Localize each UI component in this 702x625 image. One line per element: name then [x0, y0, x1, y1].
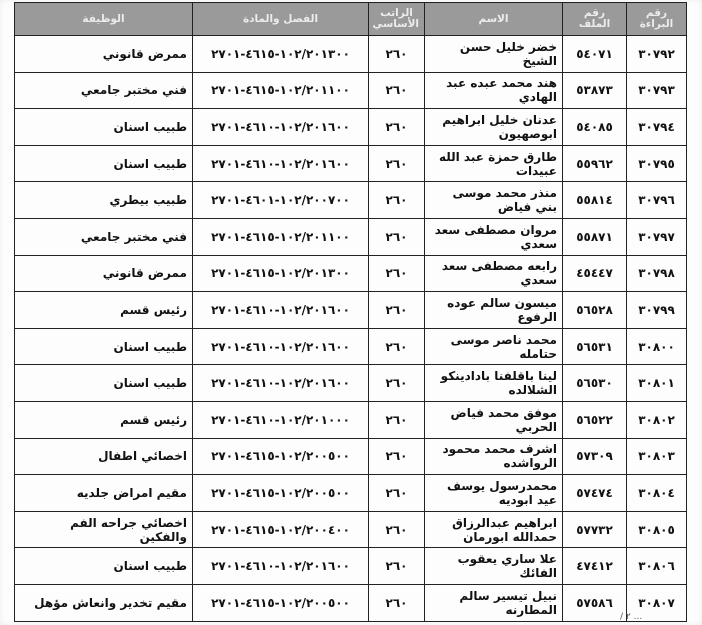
cell-doc-no: ٣٠٧٩٤	[627, 109, 687, 146]
cell-classification: ١٠٢/٢٠٠٤٠٠-٤٦١٥-٢٧٠١	[193, 511, 369, 548]
cell-name: لينا باقلفنا بادادينكو الشلالده	[425, 365, 563, 402]
header-file-no: رقم الملف	[563, 3, 627, 36]
header-row	[15, 3, 687, 36]
cell-basic-grade: ٢٦٠	[369, 182, 425, 219]
cell-job: فني مختبر جامعي	[15, 72, 193, 109]
cell-file-no: ٥٧٣٠٩	[563, 438, 627, 475]
cell-classification: ١٠٢/٢٠١٣٠٠-٤٦١٥-٢٧٠١	[193, 255, 369, 292]
cell-doc-no: ٣٠٨٠١	[627, 365, 687, 402]
cell-name: مروان مصطفى سعد سعدي	[425, 218, 563, 255]
header-basic-grade: الراتب الأساسي	[369, 3, 425, 36]
cell-job: رئيس قسم	[15, 401, 193, 438]
cell-file-no: ٥٦٥٣١	[563, 328, 627, 365]
cell-doc-no: ٣٠٨٠٠	[627, 328, 687, 365]
cell-classification: ١٠٢/٢٠١٣٠٠-٤٦١٥-٢٧٠١	[193, 36, 369, 73]
table-row	[15, 36, 687, 73]
cell-basic-grade: ٢٦٠	[369, 218, 425, 255]
cell-file-no: ٥٧٤٧٤	[563, 475, 627, 512]
cell-classification: ١٠٢/٢٠١٦٠٠-٤٦١٠-٢٧٠١	[193, 328, 369, 365]
page-continuation-mark: / ٢ ...	[620, 612, 643, 622]
cell-name: علا ساري يعقوب الفائك	[425, 548, 563, 585]
cell-file-no: ٥٥٩٦٢	[563, 145, 627, 182]
cell-name: ميسون سالم عوده الرفوع	[425, 292, 563, 329]
cell-name: رابعه مصطفى سعد سعدي	[425, 255, 563, 292]
cell-basic-grade: ٢٦٠	[369, 548, 425, 585]
table-row	[15, 438, 687, 475]
cell-name: اشرف محمد محمود الرواشده	[425, 438, 563, 475]
cell-classification: ١٠٢/٢٠١٦٠٠-٤٦١٠-٢٧٠١	[193, 109, 369, 146]
cell-file-no: ٤٧٤١٢	[563, 548, 627, 585]
cell-classification: ١٠٢/٢٠١٠٠٠-٤٦١٠-٢٧٠١	[193, 401, 369, 438]
cell-job: طبيب اسنان	[15, 328, 193, 365]
cell-classification: ١٠٢/٢٠٠٥٠٠-٤٦١٥-٢٧٠١	[193, 584, 369, 621]
table-row	[15, 145, 687, 182]
cell-job: ممرض قانوني	[15, 36, 193, 73]
table-row	[15, 182, 687, 219]
cell-name: نبيل تيسير سالم المطارنه	[425, 584, 563, 621]
table-row	[15, 584, 687, 621]
cell-classification: ١٠٢/٢٠١٦٠٠-٤٦١٠-٢٧٠١	[193, 548, 369, 585]
table-row	[15, 511, 687, 548]
header-name: الاسم	[425, 3, 563, 36]
cell-job: طبيب اسنان	[15, 365, 193, 402]
table-row	[15, 401, 687, 438]
cell-file-no: ٥٧٥٨٦	[563, 584, 627, 621]
cell-classification: ١٠٢/٢٠١١٠٠-٤٦١٥-٢٧٠١	[193, 72, 369, 109]
cell-basic-grade: ٢٦٠	[369, 401, 425, 438]
cell-name: ابراهيم عبدالرزاق حمدالله ابورمان	[425, 511, 563, 548]
cell-doc-no: ٣٠٧٩٣	[627, 72, 687, 109]
cell-doc-no: ٣٠٧٩٥	[627, 145, 687, 182]
cell-name: طارق حمزة عبد الله عبيدات	[425, 145, 563, 182]
cell-basic-grade: ٢٦٠	[369, 511, 425, 548]
cell-basic-grade: ٢٦٠	[369, 145, 425, 182]
cell-job: طبيب اسنان	[15, 109, 193, 146]
cell-basic-grade: ٢٦٠	[369, 255, 425, 292]
cell-file-no: ٥٥٨٧١	[563, 218, 627, 255]
cell-job: ممرض قانوني	[15, 255, 193, 292]
header-doc-no: رقم البراءة	[627, 3, 687, 36]
cell-job: مقيم امراض جلديه	[15, 475, 193, 512]
cell-name: هند محمد عبده عبد الهادي	[425, 72, 563, 109]
cell-classification: ١٠٢/٢٠٠٥٠٠-٤٦١٥-٢٧٠١	[193, 475, 369, 512]
cell-doc-no: ٣٠٨٠٦	[627, 548, 687, 585]
cell-doc-no: ٣٠٨٠٧	[627, 584, 687, 621]
cell-name: محمدرسول يوسف عيد ابوديه	[425, 475, 563, 512]
header-job: الوظيفة	[15, 3, 193, 36]
cell-doc-no: ٣٠٨٠٢	[627, 401, 687, 438]
cell-file-no: ٥٣٨٧٣	[563, 72, 627, 109]
cell-doc-no: ٣٠٨٠٤	[627, 475, 687, 512]
cell-job: مقيم تخدير وانعاش مؤهل	[15, 584, 193, 621]
table-row	[15, 218, 687, 255]
table-row	[15, 109, 687, 146]
cell-doc-no: ٣٠٧٩٦	[627, 182, 687, 219]
cell-job: اخصائي اطفال	[15, 438, 193, 475]
cell-classification: ١٠٢/٢٠١٦٠٠-٤٦١٠-٢٧٠١	[193, 145, 369, 182]
cell-job: اخصائي جراحه الفم والفكين	[15, 511, 193, 548]
cell-name: موفق محمد فياض الحربي	[425, 401, 563, 438]
cell-file-no: ٥٧٧٣٢	[563, 511, 627, 548]
cell-name: خضر خليل حسن الشيخ	[425, 36, 563, 73]
cell-basic-grade: ٢٦٠	[369, 584, 425, 621]
cell-file-no: ٥٥٨١٤	[563, 182, 627, 219]
cell-doc-no: ٣٠٧٩٨	[627, 255, 687, 292]
table-row	[15, 72, 687, 109]
table-row	[15, 548, 687, 585]
employee-records-table	[14, 2, 687, 622]
header-classification: الفصل والمادة	[193, 3, 369, 36]
cell-basic-grade: ٢٦٠	[369, 438, 425, 475]
cell-name: عدنان خليل ابراهيم ابوصهيون	[425, 109, 563, 146]
cell-name: منذر محمد موسى بني فياض	[425, 182, 563, 219]
cell-job: فني مختبر جامعي	[15, 218, 193, 255]
table-row	[15, 475, 687, 512]
cell-basic-grade: ٢٦٠	[369, 475, 425, 512]
cell-doc-no: ٣٠٧٩٧	[627, 218, 687, 255]
cell-job: رئيس قسم	[15, 292, 193, 329]
cell-basic-grade: ٢٦٠	[369, 36, 425, 73]
cell-basic-grade: ٢٦٠	[369, 328, 425, 365]
cell-classification: ١٠٢/٢٠٠٧٠٠-٤٦٠١-٢٧٠١	[193, 182, 369, 219]
cell-file-no: ٤٥٤٤٧	[563, 255, 627, 292]
cell-file-no: ٥٦٥٢٢	[563, 401, 627, 438]
cell-name: محمد ناصر موسى حتامله	[425, 328, 563, 365]
cell-file-no: ٥٦٥٣٠	[563, 365, 627, 402]
table-row	[15, 292, 687, 329]
cell-basic-grade: ٢٦٠	[369, 365, 425, 402]
cell-doc-no: ٣٠٨٠٥	[627, 511, 687, 548]
cell-file-no: ٥٦٥٢٨	[563, 292, 627, 329]
cell-doc-no: ٣٠٨٠٣	[627, 438, 687, 475]
cell-classification: ١٠٢/٢٠١٦٠٠-٤٦١٠-٢٧٠١	[193, 365, 369, 402]
table-row	[15, 255, 687, 292]
cell-basic-grade: ٢٦٠	[369, 292, 425, 329]
cell-classification: ١٠٢/٢٠١٦٠٠-٤٦١٠-٢٧٠١	[193, 292, 369, 329]
table-row	[15, 365, 687, 402]
table-header	[15, 3, 687, 36]
cell-job: طبيب اسنان	[15, 548, 193, 585]
cell-file-no: ٥٤٠٨٥	[563, 109, 627, 146]
cell-job: طبيب اسنان	[15, 145, 193, 182]
table-row	[15, 328, 687, 365]
cell-doc-no: ٣٠٧٩٩	[627, 292, 687, 329]
cell-classification: ١٠٢/٢٠٠٥٠٠-٤٦١٥-٢٧٠١	[193, 438, 369, 475]
cell-classification: ١٠٢/٢٠١١٠٠-٤٦١٥-٢٧٠١	[193, 218, 369, 255]
cell-job: طبيب بيطري	[15, 182, 193, 219]
cell-file-no: ٥٤٠٧١	[563, 36, 627, 73]
cell-basic-grade: ٢٦٠	[369, 109, 425, 146]
table-body	[15, 36, 687, 622]
cell-doc-no: ٣٠٧٩٢	[627, 36, 687, 73]
cell-basic-grade: ٢٦٠	[369, 72, 425, 109]
